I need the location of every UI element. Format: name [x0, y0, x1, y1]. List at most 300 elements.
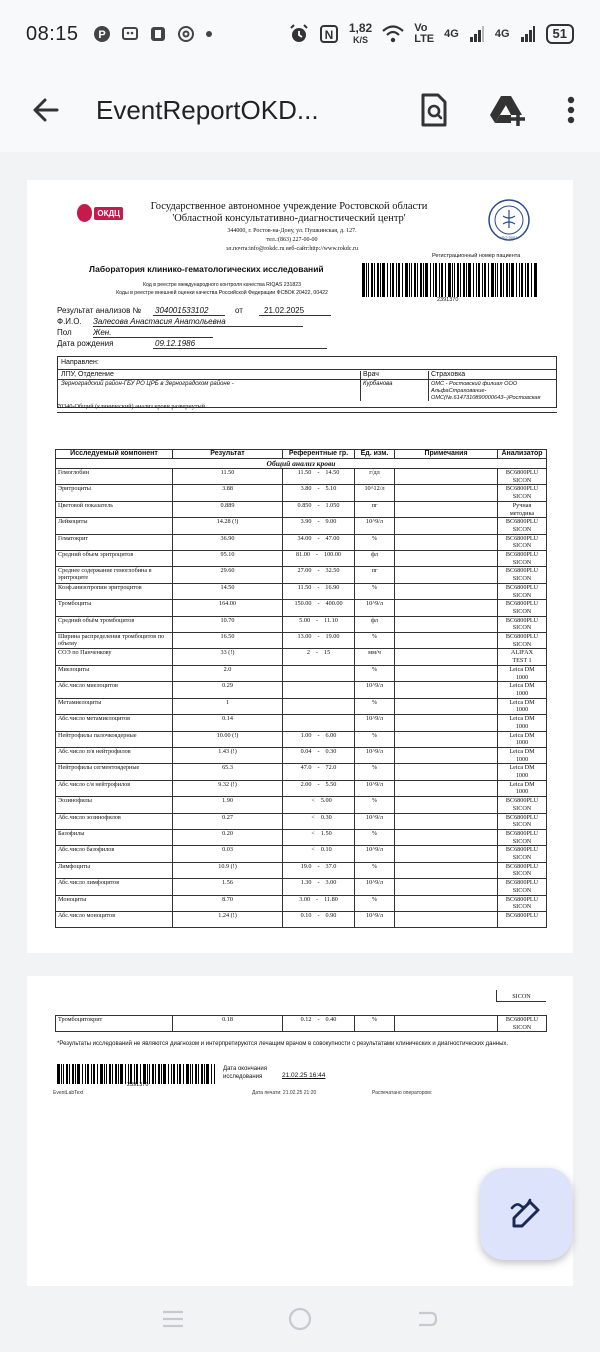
dob-row [57, 339, 196, 348]
footer-barcode-number: 2391370 [127, 1082, 149, 1088]
reference-range [283, 551, 355, 567]
column-header-notes: Примечания [395, 450, 498, 459]
analyzer-line-2: SICON [512, 837, 532, 845]
result-value: 1 [173, 698, 283, 714]
institution-line-2: 'Областной консультативно-диагностический центр' [172, 213, 406, 224]
result-value: 3.88 [173, 485, 283, 501]
component-name: Тромбоциты [56, 600, 173, 616]
barcode-bar [155, 1064, 156, 1084]
notes [395, 797, 498, 813]
ref-high: 11.80 [324, 895, 338, 903]
unit: % [355, 797, 395, 813]
analyzer-line-1: BC6800PLU [505, 633, 539, 641]
result-value: 0.27 [173, 813, 283, 829]
doctor-value: Курбанова [363, 381, 393, 387]
column-header-reference: Референтные гр. [283, 450, 355, 459]
analyzer-line-1: BC6800PLU [505, 518, 539, 526]
footer-app-label: EventLabText [53, 1090, 84, 1096]
unit: 10^9/л [355, 846, 395, 862]
volte-top: Vo [414, 22, 428, 34]
unit: 10^9/л [355, 780, 395, 796]
barcode-bar [387, 263, 388, 297]
barcode-bar [82, 1064, 83, 1084]
signal-1-icon [469, 25, 485, 43]
barcode-bar [104, 1064, 105, 1084]
barcode-bar [149, 1064, 150, 1084]
component-name: Ширина распределения тромбоцитов по объему [56, 633, 173, 649]
annotate-button[interactable] [480, 1168, 572, 1260]
seal-label: ISO 9001 [500, 235, 518, 240]
underline [93, 337, 213, 338]
component-name: Базофилы [56, 829, 173, 845]
analyzer-line-2: SICON [512, 493, 532, 501]
barcode-bar [183, 1064, 184, 1084]
dob-value: 09.12.1986 [155, 339, 196, 348]
notes [395, 879, 498, 895]
search-in-document-button[interactable] [408, 84, 460, 136]
component-name: Абс.число метамиелоцитов [56, 715, 173, 731]
component-name: Цветовой показатель [56, 501, 173, 517]
reference-range [283, 600, 355, 616]
barcode-bar [214, 1064, 215, 1084]
ref-high: 9.00 [325, 518, 337, 526]
reference-range [283, 895, 355, 911]
barcode-bar [491, 263, 494, 297]
result-value: 1.43 (!) [173, 747, 283, 763]
reference-range [283, 649, 355, 665]
analyzer-line-1: BC6800PLU [505, 879, 539, 887]
ref-high: 3.00 [325, 879, 337, 887]
ref-low: 3.80 [300, 485, 312, 493]
ref-high: 47.00 [325, 534, 340, 542]
notes [395, 518, 498, 534]
barcode-bar [85, 1064, 86, 1084]
component-name: Средний объём тромбоцитов [56, 616, 173, 632]
arrow-left-icon [31, 95, 61, 125]
reference-range [283, 1016, 355, 1032]
ref-separator: - [317, 1016, 320, 1023]
test-name: 70340-Общий (клинический) анализ крови развернутый [57, 403, 205, 410]
notes [395, 764, 498, 780]
sex-label: Пол [57, 328, 72, 337]
referral-label: Направлен: [61, 359, 99, 366]
barcode-bar [143, 1064, 146, 1084]
analyzer [498, 485, 547, 501]
component-name: Абс.число миелоцитов [56, 682, 173, 698]
barcode-bar [147, 1064, 148, 1084]
volte-indicator [414, 23, 434, 45]
ref-low: 3.90 [300, 518, 312, 526]
analyzer-line-1: Leica DM [509, 731, 535, 739]
analyzer [498, 551, 547, 567]
insurance-line-3: ОМС(№.6147310890000643--)Ростовская [431, 395, 541, 401]
analyzer-line-2: SICON [512, 804, 532, 812]
ref-low: 11.50 [297, 583, 312, 591]
dot-icon [205, 30, 213, 38]
barcode-bar [463, 263, 465, 297]
analyzer-line-2: SICON [512, 525, 532, 533]
ref-high: 19.00 [325, 633, 340, 641]
analyzer-line-2: SICON [512, 903, 532, 911]
pinterest-icon [93, 25, 111, 43]
barcode-bar [396, 263, 397, 297]
underline [57, 412, 557, 413]
barcode-bar [195, 1064, 197, 1084]
ref-low: 13.00 [297, 633, 312, 641]
barcode-bar [91, 1064, 92, 1084]
barcode-bar [179, 1064, 181, 1084]
ref-separator: - [317, 518, 320, 526]
barcode-bar [134, 1064, 135, 1084]
barcode-bar [100, 1064, 103, 1084]
barcode-bar [448, 263, 451, 297]
table-row [56, 780, 547, 796]
result-value: 1.56 [173, 879, 283, 895]
analyzer-line-2: SICON [512, 607, 532, 615]
ref-separator: - [317, 633, 320, 641]
analyzer-line-1: BC6800PLU [505, 895, 539, 903]
patient-barcode-number: 2391370 [437, 297, 459, 303]
back-button[interactable] [18, 82, 74, 138]
ref-low: 81.00 [296, 551, 310, 559]
barcode-bar [152, 1064, 154, 1084]
unit: % [355, 764, 395, 780]
barcode-bar [411, 263, 412, 297]
analyzer [498, 780, 547, 796]
section-row [56, 459, 547, 469]
table-row [56, 518, 547, 534]
analyzer-line-1: ALIFAX [510, 649, 534, 657]
table-row [56, 846, 547, 862]
reference-range [283, 846, 355, 862]
app-bar [0, 68, 600, 152]
ref-separator: - [317, 747, 320, 755]
barcode-bar [519, 263, 520, 297]
barcode-bar [439, 263, 440, 297]
notes [395, 534, 498, 550]
reference-range [283, 829, 355, 845]
lpu-value: Зерноградский район-ГБУ РО ЦРБ в Зерноградском районе - [61, 381, 234, 387]
barcode-bar [454, 263, 455, 297]
table-row [56, 551, 547, 567]
barcode-bar [177, 1064, 178, 1084]
clock: 08:15 [26, 22, 79, 45]
result-value: 36.90 [173, 534, 283, 550]
result-value: 95.10 [173, 551, 283, 567]
notes [395, 633, 498, 649]
notification-icons [93, 25, 213, 43]
component-name: Моноциты [56, 895, 173, 911]
unit: % [355, 665, 395, 681]
result-value: 29.60 [173, 567, 283, 583]
net-speed-unit: K/S [353, 35, 369, 45]
barcode-bar [63, 1064, 64, 1084]
barcode-bar [118, 1064, 119, 1084]
barcode-bar [125, 1064, 126, 1084]
analyzer [498, 518, 547, 534]
notes [395, 895, 498, 911]
reference-range [283, 797, 355, 813]
barcode-bar [497, 263, 498, 297]
reference-range [283, 665, 355, 681]
result-value: 8.70 [173, 895, 283, 911]
ref-high: 0.10 [320, 846, 332, 854]
sex-row [57, 328, 112, 337]
notes [395, 567, 498, 583]
barcode-bar [488, 263, 489, 297]
notes [395, 665, 498, 681]
institution-name [134, 201, 444, 225]
notes [395, 731, 498, 747]
ref-low: 27.00 [297, 567, 312, 575]
barcode-bar [430, 263, 431, 297]
alarm-icon [289, 24, 309, 44]
ref-high: 15 [323, 649, 331, 657]
signal-2-icon [520, 25, 536, 43]
table-row [56, 715, 547, 731]
table-row [56, 633, 547, 649]
ref-high: 32.50 [325, 567, 340, 575]
result-value: 10.00 (!) [173, 731, 283, 747]
barcode-bar [140, 1064, 141, 1084]
ref-high: 16.90 [325, 583, 340, 591]
ref-separator: - [317, 911, 320, 919]
barcode-bar [75, 1064, 76, 1084]
more-options-button[interactable] [556, 84, 586, 136]
result-number-row [57, 306, 305, 315]
barcode-bar [402, 263, 403, 297]
analyzer [498, 797, 547, 813]
analyzer [498, 649, 547, 665]
analyzer-line-1: BC6800PLU [505, 534, 539, 542]
barcode-bar [61, 1064, 62, 1084]
barcode-bar [106, 1064, 107, 1084]
column-header-result: Результат [173, 450, 283, 459]
result-value: 9.32 (!) [173, 780, 283, 796]
sex-value: Жен. [93, 328, 112, 337]
ref-separator: - [317, 600, 320, 608]
unit: % [355, 731, 395, 747]
signal-1-label: 4G [444, 28, 459, 40]
analyzer-line-2: 1000 [515, 755, 529, 763]
messenger-icon [121, 25, 139, 43]
barcode-bar [382, 263, 385, 297]
barcode-bar [136, 1064, 138, 1084]
insurance-label: Страховка [431, 371, 466, 378]
system-nav-bar [0, 1286, 600, 1352]
add-to-drive-button[interactable] [482, 84, 534, 136]
more-vert-icon [567, 96, 575, 124]
table-row [56, 797, 547, 813]
registry-line-1: Код в реестре международного контроля качества RIQAS 231823 [142, 282, 302, 288]
underline [259, 315, 331, 316]
table-row [56, 682, 547, 698]
analyzer-line-1: BC6800PLU [505, 797, 539, 805]
reference-range [283, 879, 355, 895]
unit: 10^9/л [355, 518, 395, 534]
barcode-bar [120, 1064, 123, 1084]
barcode-bar [409, 263, 410, 297]
analyzer [498, 764, 547, 780]
analyzer [498, 682, 547, 698]
component-name: Средний объем эритроцитов [56, 551, 173, 567]
reference-range [283, 731, 355, 747]
barcode-bar [534, 263, 537, 297]
system-icons [289, 22, 574, 46]
ref-separator: - [316, 895, 319, 903]
barcode-bar [163, 1064, 166, 1084]
results-table [55, 449, 547, 928]
analyzer-line-1: Leica DM [509, 764, 535, 772]
back-nav-button[interactable] [407, 1299, 447, 1339]
analyzer [498, 895, 547, 911]
unit: г/дл [355, 469, 395, 485]
signal-2-label: 4G [494, 28, 510, 40]
volte-bottom: LTE [414, 33, 435, 45]
result-value: 16.50 [173, 633, 283, 649]
barcode-bar [525, 263, 526, 297]
notes [395, 682, 498, 698]
result-value: 0.20 [173, 829, 283, 845]
doc-search-icon [419, 93, 449, 127]
barcode-bar [521, 263, 523, 297]
insurance-line-1: ОМС - Ростовский филиал ООО [431, 381, 518, 387]
ref-high: 5.10 [325, 485, 337, 493]
result-number-value: 304001533102 [155, 306, 209, 315]
barcode-bar [57, 1064, 60, 1084]
analyzer-line-1: BC6800PLU [505, 1016, 539, 1023]
unit: 10^9/л [355, 879, 395, 895]
insurance-value [431, 381, 541, 402]
component-name: Абс.число с/я нейтрофилов [56, 780, 173, 796]
ref-separator: - [317, 567, 320, 575]
notes [395, 780, 498, 796]
unit: 10^9/л [355, 600, 395, 616]
reference-range [283, 780, 355, 796]
table-row [56, 469, 547, 485]
barcode-bar [374, 263, 375, 297]
ref-low: 0.12 [300, 1016, 312, 1023]
ref-separator: - [316, 616, 319, 624]
barcode-bar [66, 1064, 68, 1084]
component-name: Тромбоцитокрит [56, 1016, 173, 1032]
analyzer-line-2: SICON [512, 558, 532, 566]
notes [395, 813, 498, 829]
barcode-bar [168, 1064, 169, 1084]
unit: % [355, 534, 395, 550]
result-value: 0.03 [173, 846, 283, 862]
result-value: 10.70 [173, 616, 283, 632]
barcode-bar [201, 1064, 203, 1084]
lpu-label: ЛПУ, Отделение [61, 371, 114, 378]
registration-number-label: Регистрационный номер пациента [432, 253, 521, 259]
barcode-bar [368, 263, 369, 297]
result-value: 164.00 [173, 600, 283, 616]
divider [360, 371, 361, 401]
reference-range [283, 911, 355, 927]
barcode-bar [441, 263, 443, 297]
notes [395, 600, 498, 616]
barcode-bar [204, 1064, 205, 1084]
barcode-bar [192, 1064, 193, 1084]
ref-separator: - [317, 583, 320, 591]
reference-range [283, 862, 355, 878]
reference-range [283, 682, 355, 698]
analyzer [498, 1016, 547, 1032]
end-date-label [223, 1065, 267, 1081]
unit: пг [355, 501, 395, 517]
barcode-bar [130, 1064, 132, 1084]
recents-button[interactable] [153, 1299, 193, 1339]
table-row [56, 600, 547, 616]
result-value: 0.889 [173, 501, 283, 517]
analyzer-line-2: 1000 [515, 673, 529, 681]
unit: фл [355, 616, 395, 632]
result-value: 11.50 [173, 469, 283, 485]
barcode-bar [198, 1064, 199, 1084]
iso-seal-icon [487, 198, 531, 242]
result-number-label: Результат анализов № [57, 306, 142, 315]
notes [395, 846, 498, 862]
barcode-bar [161, 1064, 162, 1084]
table-row [56, 829, 547, 845]
reference-range [283, 813, 355, 829]
barcode-bar [503, 263, 504, 297]
drive-add-icon [489, 94, 527, 126]
unit: 10^9/л [355, 813, 395, 829]
table-row [56, 862, 547, 878]
analyzer-line-1: Leica DM [509, 665, 535, 673]
ref-high: 5.50 [325, 780, 337, 788]
notes [395, 911, 498, 927]
ref-low: 47.0 [300, 764, 312, 772]
table-row [56, 698, 547, 714]
table-row [56, 813, 547, 829]
barcode-bar [414, 263, 416, 297]
component-name: Абс.число лимфоцитов [56, 879, 173, 895]
table-row [56, 895, 547, 911]
net-speed-value: 1,82 [348, 21, 373, 35]
barcode-bar [460, 263, 461, 297]
ref-low: 11.50 [297, 469, 312, 476]
unit: % [355, 862, 395, 878]
unit: 10^9/л [355, 747, 395, 763]
analyzer-line-2: 1000 [515, 706, 529, 714]
table-row [56, 665, 547, 681]
ref-separator: - [317, 764, 320, 772]
analyzer-line-2: 1000 [515, 689, 529, 697]
analyzer-line-1: Leica DM [509, 747, 535, 755]
ref-separator: - [315, 649, 318, 657]
notes [395, 501, 498, 517]
print-date: Дата печати: 21.02.25 21:20 [252, 1090, 317, 1096]
analyzer-line-1: Leica DM [509, 715, 535, 723]
result-value: 0.14 [173, 715, 283, 731]
analyzer-line-1: BC6800PLU [505, 485, 539, 493]
barcode-bar [398, 263, 400, 297]
analyzer-line-1: BC6800PLU [505, 567, 539, 575]
barcode-bar [112, 1064, 113, 1084]
table-row [56, 747, 547, 763]
ref-low: 0.10 [300, 911, 312, 919]
app-icon [149, 25, 167, 43]
barcode-bar [506, 263, 508, 297]
result-value: 2.0 [173, 665, 283, 681]
ref-separator: - [317, 485, 320, 493]
analyzer-line-1: Leica DM [509, 682, 535, 690]
ref-high: 1.50 [320, 829, 332, 837]
home-button[interactable] [280, 1299, 320, 1339]
